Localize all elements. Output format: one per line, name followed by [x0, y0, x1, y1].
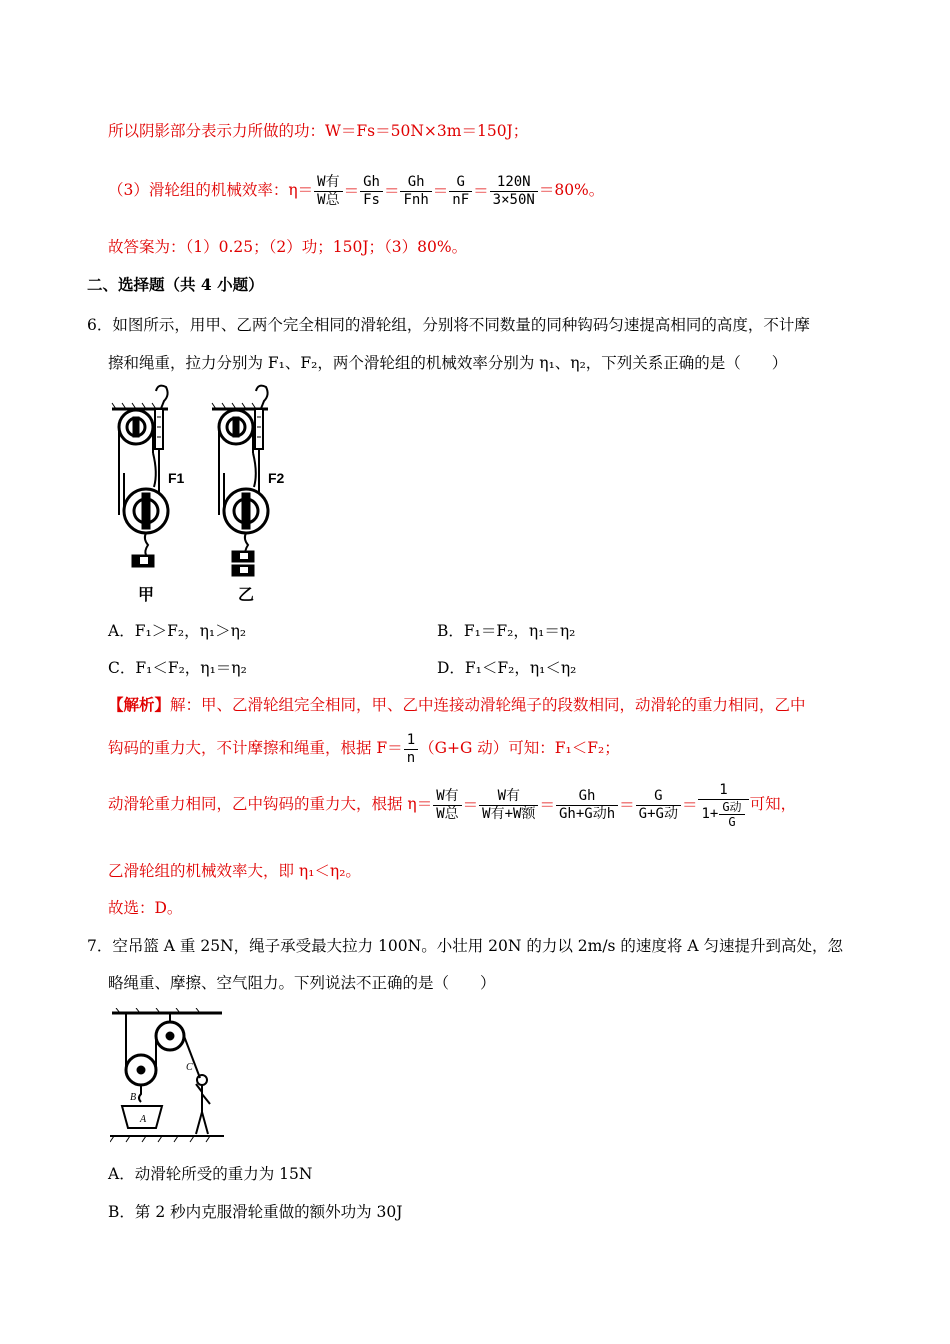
sol5-efficiency-line: （3）滑轮组的机械效率：η＝ $\frac{\text{W有}}{\text{W总}}$ ＝ $\frac{Gh}{Fs}$ ＝ $\frac{Gh}{\text{Fnh}}$ ＝ $\frac{G}{nF}$ ＝ $\frac{120N}{3\times 50N}$ ＝80%。: [108, 173, 605, 208]
q6-explanation-line2: [108, 726, 620, 770]
q6-explanation-line3: 动滑轮重力相同，乙中钩码的重力大，根据 η＝ $\frac{\text{W有}}{\text{W总}}$ ＝ $\frac{\text{W有}}{\text{W有+W额}}$ ＝ $\frac{Gh}{\text{Gh+G动h}}$ ＝ $\frac{G}{\text{G+G动}}$ ＝ 1 1+ $\frac{\text{G动}}{G}$ 可知，: [108, 781, 797, 829]
q6-pulley-figure: [108, 383, 298, 605]
nested-prefix: 1+: [701, 805, 719, 822]
sol5-line1: 所以阴影部分表示力所做的功：W＝Fs＝50N×3m＝150J；: [108, 122, 529, 140]
frac-den: G+G动: [638, 805, 678, 822]
frac-num: W有: [479, 788, 538, 806]
expl3-suffix: 可知，: [749, 795, 797, 813]
frac-num: W有: [314, 174, 342, 192]
q7-drawing: [110, 1008, 224, 1142]
fraction-inner: [719, 800, 744, 829]
label-a: A: [140, 1114, 147, 1125]
q7-stem-line2: 略绳重、摩擦、空气阻力。下列说法不正确的是（ ）: [108, 974, 496, 992]
fraction-gh-sum: [556, 788, 618, 823]
figure-label-left: 甲: [138, 585, 155, 604]
q6-explanation-line4: 乙滑轮组的机械效率大，即 η₁＜η₂。: [108, 862, 361, 880]
label-c: C: [186, 1062, 193, 1073]
expl3-prefix: 动滑轮重力相同，乙中钩码的重力大，根据 η＝: [108, 795, 433, 813]
q7-option-a[interactable]: A．动滑轮所受的重力为 15N: [108, 1165, 313, 1183]
expl2-prefix: 钩码的重力大，不计摩擦和绳重，根据 F＝: [108, 739, 403, 757]
q6-choice: 故选：D。: [108, 899, 183, 917]
frac-num: Gh: [400, 174, 431, 192]
frac-num: G: [636, 788, 681, 806]
q7-stem-line1: 7．空吊篮 A 重 25N，绳子承受最大拉力 100N。小壮用 20N 的力以 2m/s 的速度将 A 匀速提升到高处，忽: [87, 937, 843, 955]
frac-den: [698, 800, 748, 829]
q6-stem-line1: 6．如图所示，用甲、乙两个完全相同的滑轮组，分别将不同数量的同种钩码匀速提高相同的高度，不计摩: [87, 316, 810, 334]
q6-option-a[interactable]: A．F₁＞F₂，η₁＞η₂: [108, 622, 247, 640]
fraction-w-useful-total-2: [433, 788, 461, 823]
frac-den: Fs: [363, 191, 380, 208]
frac-num: W有: [433, 788, 461, 806]
q7-pulley-figure: [110, 1008, 226, 1148]
frac-num: Gh: [360, 174, 383, 192]
fraction-g-sum: [636, 788, 681, 823]
frac-den: 3×50N: [492, 191, 535, 208]
frac-num: 1: [404, 732, 418, 750]
frac-num: G动: [719, 800, 744, 815]
fraction-1-n: [404, 732, 418, 767]
expl2-suffix: （G+G 动）可知：F₁＜F₂；: [419, 739, 620, 757]
frac-num: G: [449, 174, 472, 192]
section-heading: 二、选择题（共 4 小题）: [87, 275, 264, 294]
sol5-line2-suffix: ＝80%。: [538, 181, 605, 199]
explanation-tag: 【解析】: [108, 695, 171, 714]
frac-den: nF: [452, 191, 470, 208]
label-b: B: [130, 1092, 137, 1103]
force-label-right: F2: [268, 470, 285, 486]
frac-den: Gh+G动h: [558, 805, 616, 822]
q6-option-c[interactable]: C．F₁＜F₂，η₁＝η₂: [108, 659, 247, 677]
frac-num: Gh: [556, 788, 618, 806]
figure-label-right: 乙: [238, 585, 255, 604]
frac-num: 1: [698, 782, 748, 800]
q6-option-b[interactable]: B．F₁＝F₂，η₁＝η₂: [437, 622, 576, 640]
frac-den: W有+W额: [482, 805, 536, 822]
frac-den: n: [406, 749, 416, 766]
q6-explanation-line1: [108, 694, 806, 716]
fraction-120n: [490, 174, 538, 209]
frac-den: G: [728, 814, 736, 829]
frac-den: Fnh: [403, 191, 429, 208]
q7-option-b[interactable]: B．第 2 秒内克服滑轮重做的额外功为 30J: [108, 1203, 403, 1221]
frac-den: W总: [317, 191, 340, 208]
pulley-system-left: [112, 386, 168, 567]
q6-option-d[interactable]: D．F₁＜F₂，η₁＜η₂: [437, 659, 577, 677]
fraction-nested: [698, 782, 748, 829]
sol5-line2-prefix: （3）滑轮组的机械效率：η＝: [108, 181, 314, 199]
sol5-answer: 故答案为：（1）0.25；（2）功；150J；（3）80%。: [108, 238, 468, 256]
fraction-w-useful-sum: [479, 788, 538, 823]
force-label-left: F1: [168, 470, 185, 486]
fraction-g-nf: [449, 174, 472, 209]
frac-num: 120N: [490, 174, 538, 192]
fraction-w-useful-total: [314, 174, 342, 209]
fraction-gh-fnh: [400, 174, 431, 209]
pulley-system-right: [212, 386, 268, 576]
frac-den: W总: [436, 805, 459, 822]
q6-stem-line2: 擦和绳重，拉力分别为 F₁、F₂，两个滑轮组的机械效率分别为 η₁、η₂，下列关系正确的是（ ）: [108, 354, 788, 372]
explanation-text: 解：甲、乙滑轮组完全相同，甲、乙中连接动滑轮绳子的段数相同，动滑轮的重力相同，乙中: [170, 696, 806, 714]
fraction-gh-fs: [360, 174, 383, 209]
